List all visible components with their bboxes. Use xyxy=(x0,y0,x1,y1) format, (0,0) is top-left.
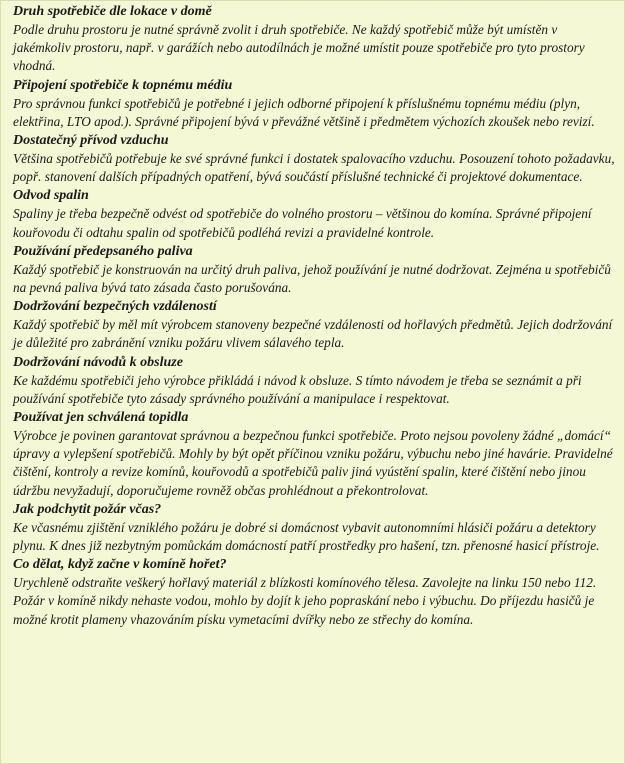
section-text: Ke včasnému zjištění vzniklého požáru je dobré si domácnost vybavit autonomními hlásiči požáru a detektory plynu. K dnes již nezbytným pomůckám domácností patří prostředky pro hašení, tzn. přenosné hasicí přístroje. xyxy=(13,519,600,554)
section-text: Podle druhu prostoru je nutné správně zvolit i druh spotřebiče. Ne každý spotřebič může být umístěn v jakémkoliv prostoru, např. v garážích nebo autodílnách je možné umístit pouze spotřebiče pro tyto prostory vhodná. xyxy=(13,22,585,74)
section-early-fire-detection xyxy=(13,501,618,555)
section-heading: Co dělat, když začne v komíně hořet? xyxy=(13,557,227,573)
section-heading: Dodržování bezpečných vzdáleností xyxy=(13,299,217,315)
section-heading: Dostatečný přívod vzduchu xyxy=(13,133,169,149)
section-appliance-location xyxy=(13,3,618,76)
section-flue-gas-removal xyxy=(13,187,618,241)
section-appliance-connection xyxy=(13,77,618,131)
section-text: Každý spotřebič by měl mít výrobcem stanoveny bezpečné vzdálenosti od hořlavých předmětů. Jejich dodržování je důležité pro zabránění vzniku požáru vlivem sálavého tepla. xyxy=(13,317,613,351)
section-safe-distances xyxy=(13,298,618,352)
section-heading: Druh spotřebiče dle lokace v domě xyxy=(13,4,212,19)
section-chimney-fire xyxy=(13,556,618,629)
section-approved-heaters xyxy=(13,409,618,500)
section-text: Každý spotřebič je konstruován na určitý druh paliva, jehož používání je nutné dodržovat. Zejména u spotřebičů na pevná paliva bývá tato zásada často porušována. xyxy=(13,261,611,296)
section-heading: Jak podchytit požár včas? xyxy=(13,501,162,517)
section-text: Urychleně odstraňte veškerý hořlavý materiál z blízkosti komínového tělesa. Zavolejte na linku 150 nebo 112. Požár v komíně nikdy nehaste vodou, mohlo by dojít k jeho popraskání nebo i výbuchu. Do příjezdu hasičů je možné krotit plameny vhazováním písku vymetacími dvířky nebo ze střechy do komína. xyxy=(13,575,597,627)
section-prescribed-fuel xyxy=(13,243,618,297)
section-text: Pro správnou funkci spotřebičů je potřebné i jejich odborné připojení k příslušnému topnému médiu (plyn, elektřina, LTO apod.). Správné připojení bývá v převážné většině i předmětem výchozích zkoušek nebo revizí. xyxy=(13,95,595,129)
section-heading: Odvod spalin xyxy=(13,188,89,204)
section-air-supply xyxy=(13,132,618,186)
section-heading: Připojení spotřebiče k topnému médiu xyxy=(13,77,233,93)
section-text: Výrobce je povinen garantovat správnou a bezpečnou funkci spotřebiče. Proto nejsou povoleny žádné „domácí“ úpravy a vylepšení spotřebičů. Mohly by být opět příčinou vzniku požáru, výbuchu nebo jiné havárie. Pravidelné čištění, kontroly a revize komínů, kouřovodů a spotřebičů paliv jiná vyústění spalin, které čištění nebo jinou údržbu nevyžadují, doporučujeme rovněž občas prohlédnout a překontrolovat. xyxy=(13,428,613,498)
section-text: Spaliny je třeba bezpečně odvést od spotřebiče do volného prostoru – většinou do komína. Správné připojení kouřovodu či odtahu spalin od spotřebičů podléhá revizi a pravidelné kontrole. xyxy=(13,206,592,240)
section-heading: Používání předepsaného paliva xyxy=(13,243,193,259)
section-text: Ke každému spotřebiči jeho výrobce přikládá i návod k obsluze. S tímto návodem je třeba se seznámit a při používání spotřebiče tyto zásady správného používání a manipulace i respektovat. xyxy=(13,372,582,406)
section-heading: Dodržování návodů k obsluze xyxy=(13,354,183,370)
section-heading: Používat jen schválená topidla xyxy=(13,410,189,426)
section-text: Většina spotřebičů potřebuje ke své správné funkci i dostatek spalovacího vzduchu. Posouzení tohoto požadavku, popř. stanovení dalších případných opatření, bývá součástí příslušné technické či projektové dokumentace. xyxy=(13,151,615,185)
section-operating-instructions xyxy=(13,354,618,408)
